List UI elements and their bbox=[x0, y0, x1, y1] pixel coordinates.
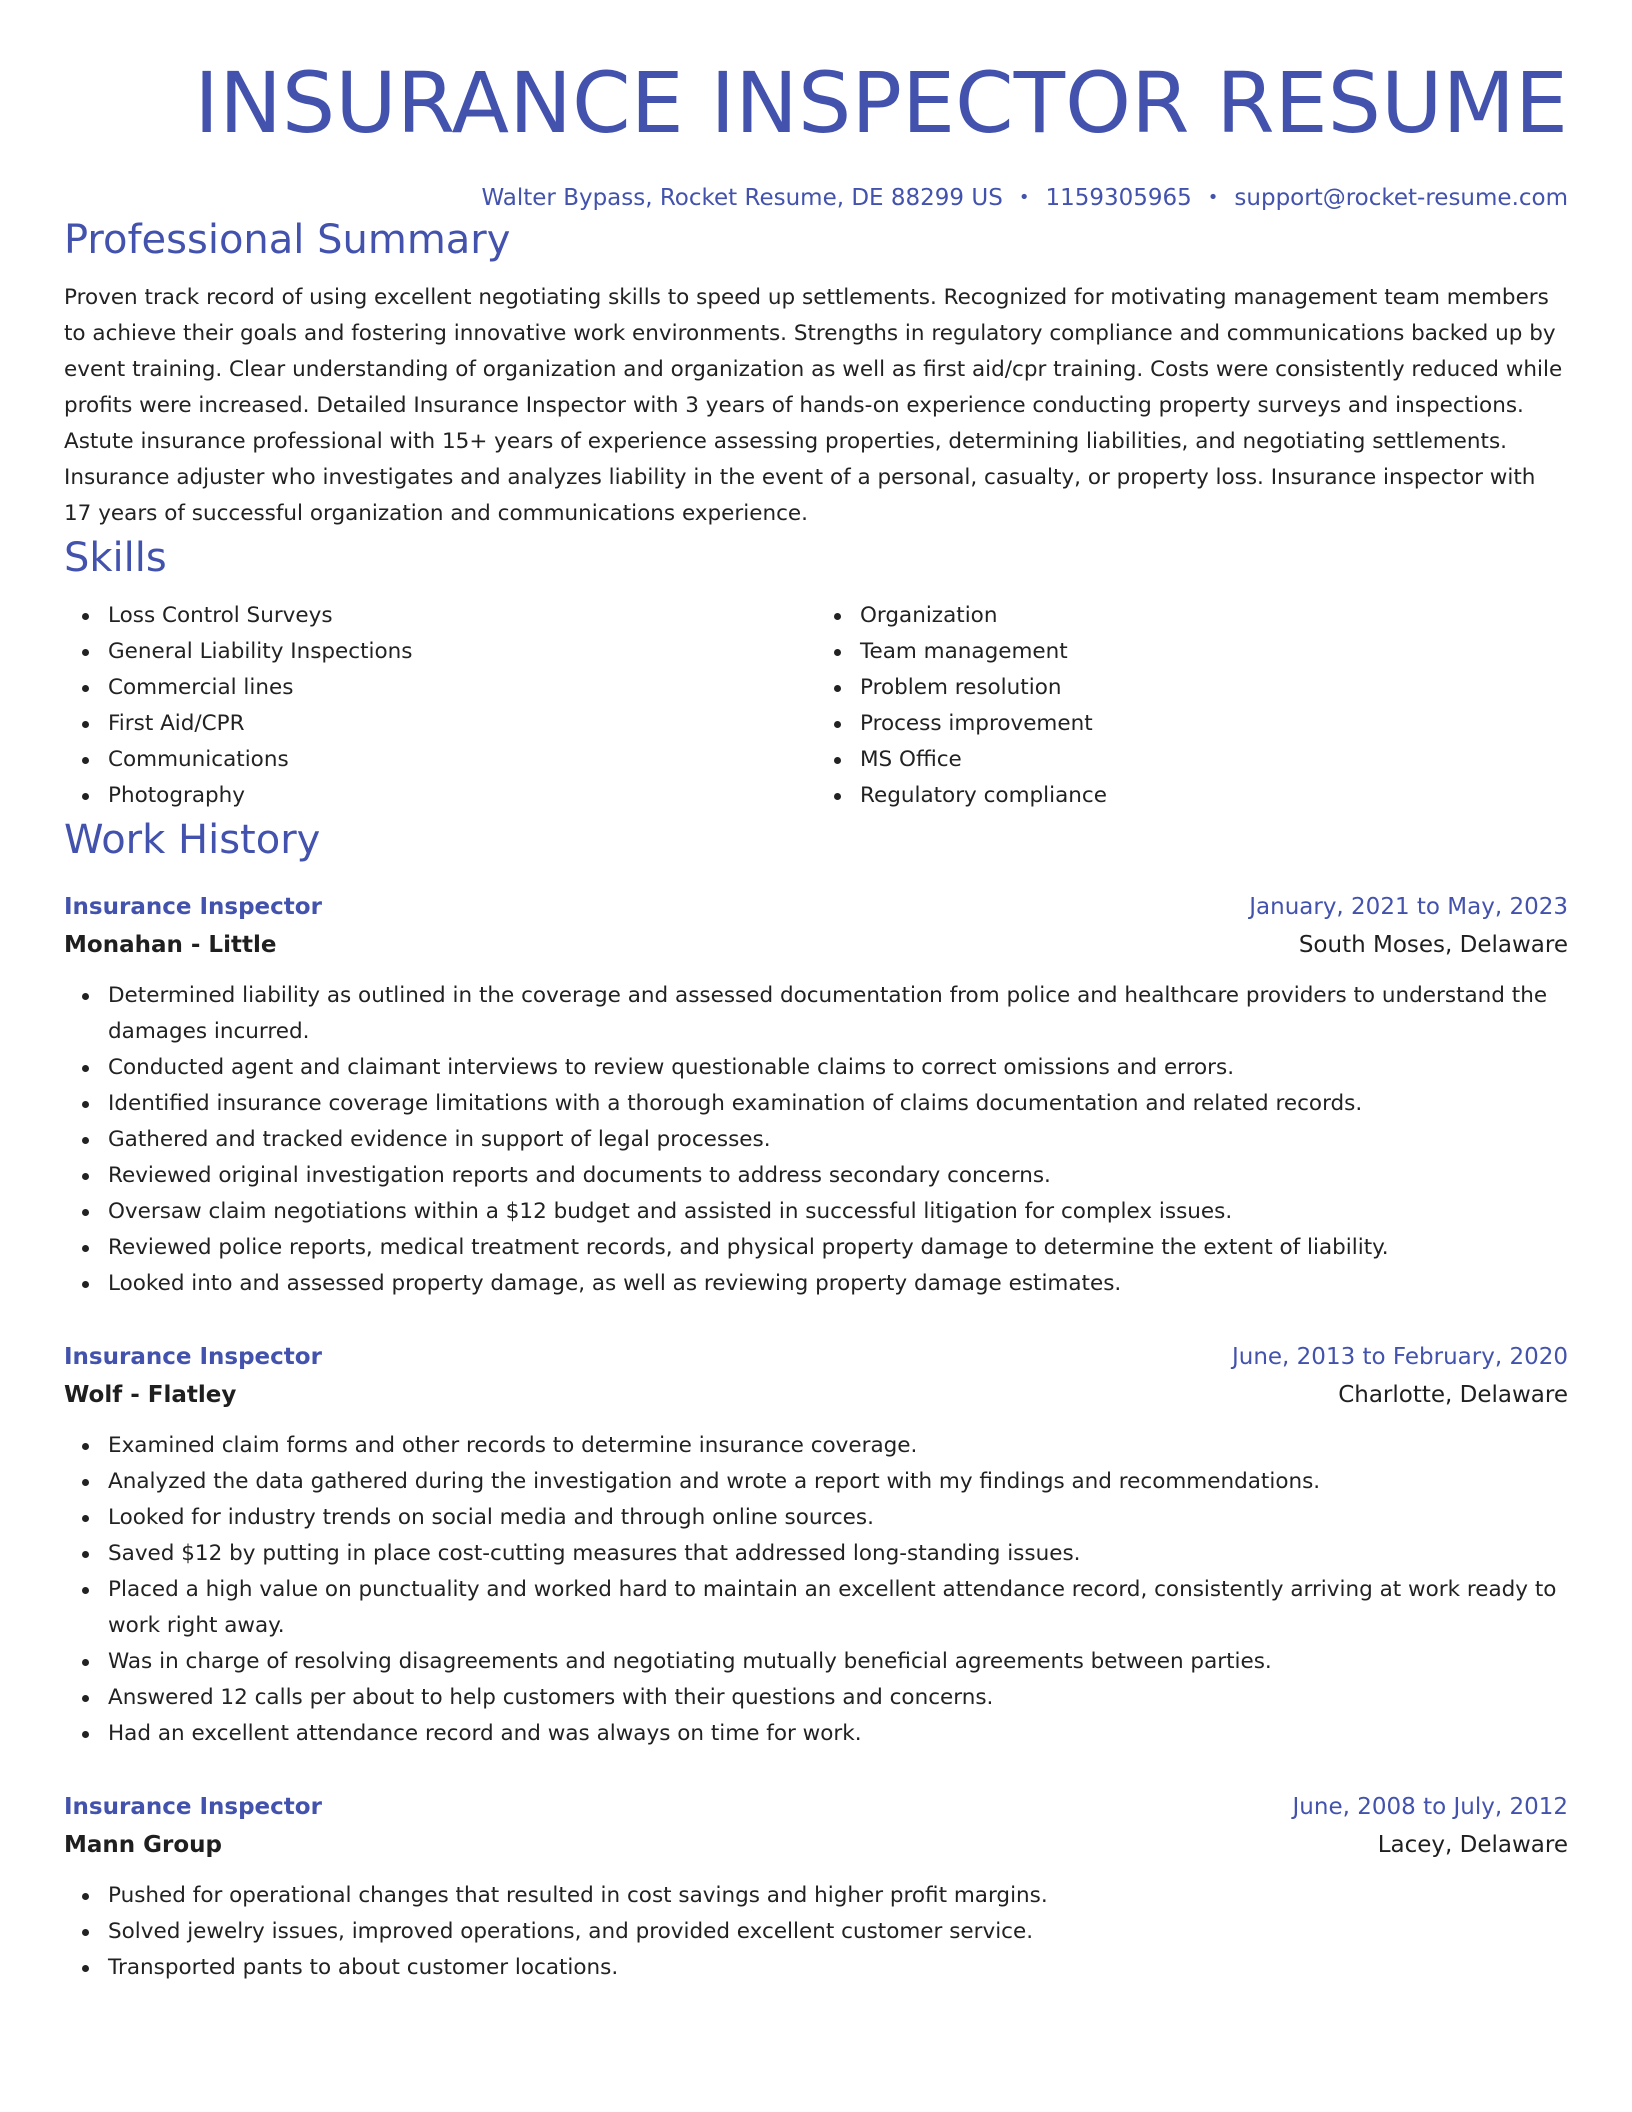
job-bullets bbox=[64, 1428, 1568, 1752]
resume-title: INSURANCE INSPECTOR RESUME bbox=[194, 54, 1568, 152]
skills-grid bbox=[64, 598, 1568, 814]
job-bullet: Looked into and assessed property damage, as well as reviewing property damage estimates. bbox=[108, 1266, 1568, 1302]
job-bullet: Conducted agent and claimant interviews to review questionable claims to correct omissions and errors. bbox=[108, 1050, 1568, 1086]
job-bullet: Saved $12 by putting in place cost-cutting measures that addressed long-standing issues. bbox=[108, 1536, 1568, 1572]
skill-item: MS Office bbox=[860, 742, 1568, 778]
skill-item: General Liability Inspections bbox=[108, 634, 816, 670]
company-name: Monahan - Little bbox=[64, 932, 277, 958]
skill-item: First Aid/CPR bbox=[108, 706, 816, 742]
company-name: Mann Group bbox=[64, 1832, 223, 1858]
skill-item: Problem resolution bbox=[860, 670, 1568, 706]
job-dates: June, 2008 to July, 2012 bbox=[1292, 1794, 1568, 1820]
job-bullet: Determined liability as outlined in the coverage and assessed documentation from police and healthcare providers to understand the damages incurred. bbox=[108, 978, 1568, 1050]
skill-item: Communications bbox=[108, 742, 816, 778]
job-entry bbox=[64, 1788, 1568, 1986]
skill-item: Photography bbox=[108, 778, 816, 814]
job-location: Lacey, Delaware bbox=[1377, 1832, 1568, 1858]
skills-heading: Skills bbox=[64, 535, 167, 581]
contact-separator: • bbox=[1018, 187, 1030, 208]
job-entry bbox=[64, 888, 1568, 1302]
job-bullets bbox=[64, 1878, 1568, 1986]
work-history-heading: Work History bbox=[64, 817, 321, 863]
job-dates: January, 2021 to May, 2023 bbox=[1249, 894, 1568, 920]
job-bullet: Reviewed original investigation reports and documents to address secondary concerns. bbox=[108, 1158, 1568, 1194]
skill-item: Regulatory compliance bbox=[860, 778, 1568, 814]
contact-separator: • bbox=[1207, 187, 1219, 208]
job-bullet: Identified insurance coverage limitations with a thorough examination of claims documentation and related records. bbox=[108, 1086, 1568, 1122]
resume-page bbox=[64, 0, 1568, 1986]
job-bullet: Analyzed the data gathered during the investigation and wrote a report with my findings and recommendations. bbox=[108, 1464, 1568, 1500]
job-bullet: Solved jewelry issues, improved operations, and provided excellent customer service. bbox=[108, 1914, 1568, 1950]
company-name: Wolf - Flatley bbox=[64, 1382, 237, 1408]
job-bullet: Reviewed police reports, medical treatment records, and physical property damage to determine the extent of liability. bbox=[108, 1230, 1568, 1266]
job-header bbox=[64, 1788, 1568, 1826]
job-bullet: Placed a high value on punctuality and worked hard to maintain an excellent attendance record, consistently arriving at work ready to work right away. bbox=[108, 1572, 1568, 1644]
job-subheader bbox=[64, 926, 1568, 964]
job-bullet: Oversaw claim negotiations within a $12 budget and assisted in successful litigation for complex issues. bbox=[108, 1194, 1568, 1230]
job-subheader bbox=[64, 1376, 1568, 1414]
job-header bbox=[64, 1338, 1568, 1376]
job-header bbox=[64, 888, 1568, 926]
job-bullet: Had an excellent attendance record and was always on time for work. bbox=[108, 1716, 1568, 1752]
job-bullet: Answered 12 calls per about to help customers with their questions and concerns. bbox=[108, 1680, 1568, 1716]
contact-email[interactable]: support@rocket-resume.com bbox=[1234, 185, 1568, 211]
job-bullet: Gathered and tracked evidence in support of legal processes. bbox=[108, 1122, 1568, 1158]
job-bullet: Examined claim forms and other records to determine insurance coverage. bbox=[108, 1428, 1568, 1464]
contact-address: Walter Bypass, Rocket Resume, DE 88299 US bbox=[481, 185, 1003, 211]
skills-column-right bbox=[816, 598, 1568, 814]
job-dates: June, 2013 to February, 2020 bbox=[1231, 1344, 1568, 1370]
job-location: Charlotte, Delaware bbox=[1338, 1382, 1568, 1408]
job-entry bbox=[64, 1338, 1568, 1752]
skill-item: Commercial lines bbox=[108, 670, 816, 706]
job-title: Insurance Inspector bbox=[64, 1794, 322, 1820]
job-bullets bbox=[64, 978, 1568, 1302]
job-bullet: Pushed for operational changes that resulted in cost savings and higher profit margins. bbox=[108, 1878, 1568, 1914]
summary-heading: Professional Summary bbox=[64, 217, 511, 263]
contact-line bbox=[64, 182, 1568, 214]
skill-item: Process improvement bbox=[860, 706, 1568, 742]
job-location: South Moses, Delaware bbox=[1298, 932, 1568, 958]
skills-column-left bbox=[64, 598, 816, 814]
job-bullet: Transported pants to about customer locations. bbox=[108, 1950, 1568, 1986]
job-title: Insurance Inspector bbox=[64, 1344, 322, 1370]
job-subheader bbox=[64, 1826, 1568, 1864]
skill-item: Organization bbox=[860, 598, 1568, 634]
contact-phone: 1159305965 bbox=[1045, 185, 1192, 211]
job-title: Insurance Inspector bbox=[64, 894, 322, 920]
skill-item: Team management bbox=[860, 634, 1568, 670]
skill-item: Loss Control Surveys bbox=[108, 598, 816, 634]
job-bullet: Looked for industry trends on social media and through online sources. bbox=[108, 1500, 1568, 1536]
summary-text: Proven track record of using excellent negotiating skills to speed up settlements. Recognized for motivating management team members to achieve their goals and fostering innovative work environments. Strengths in regulatory compliance and communications backed up by event training. Clear understanding of organization and organization as well as first aid/cpr training. Costs were consistently reduced while profits were increased. Detailed Insurance Inspector with 3 years of hands-on experience conducting property surveys and inspections. Astute insurance professional with 15+ years of experience assessing properties, determining liabilities, and negotiating settlements. Insurance adjuster who investigates and analyzes liability in the event of a personal, casualty, or property loss. Insurance inspector with 17 years of successful organization and communications experience. bbox=[64, 285, 1563, 526]
job-bullet: Was in charge of resolving disagreements and negotiating mutually beneficial agreements between parties. bbox=[108, 1644, 1568, 1680]
